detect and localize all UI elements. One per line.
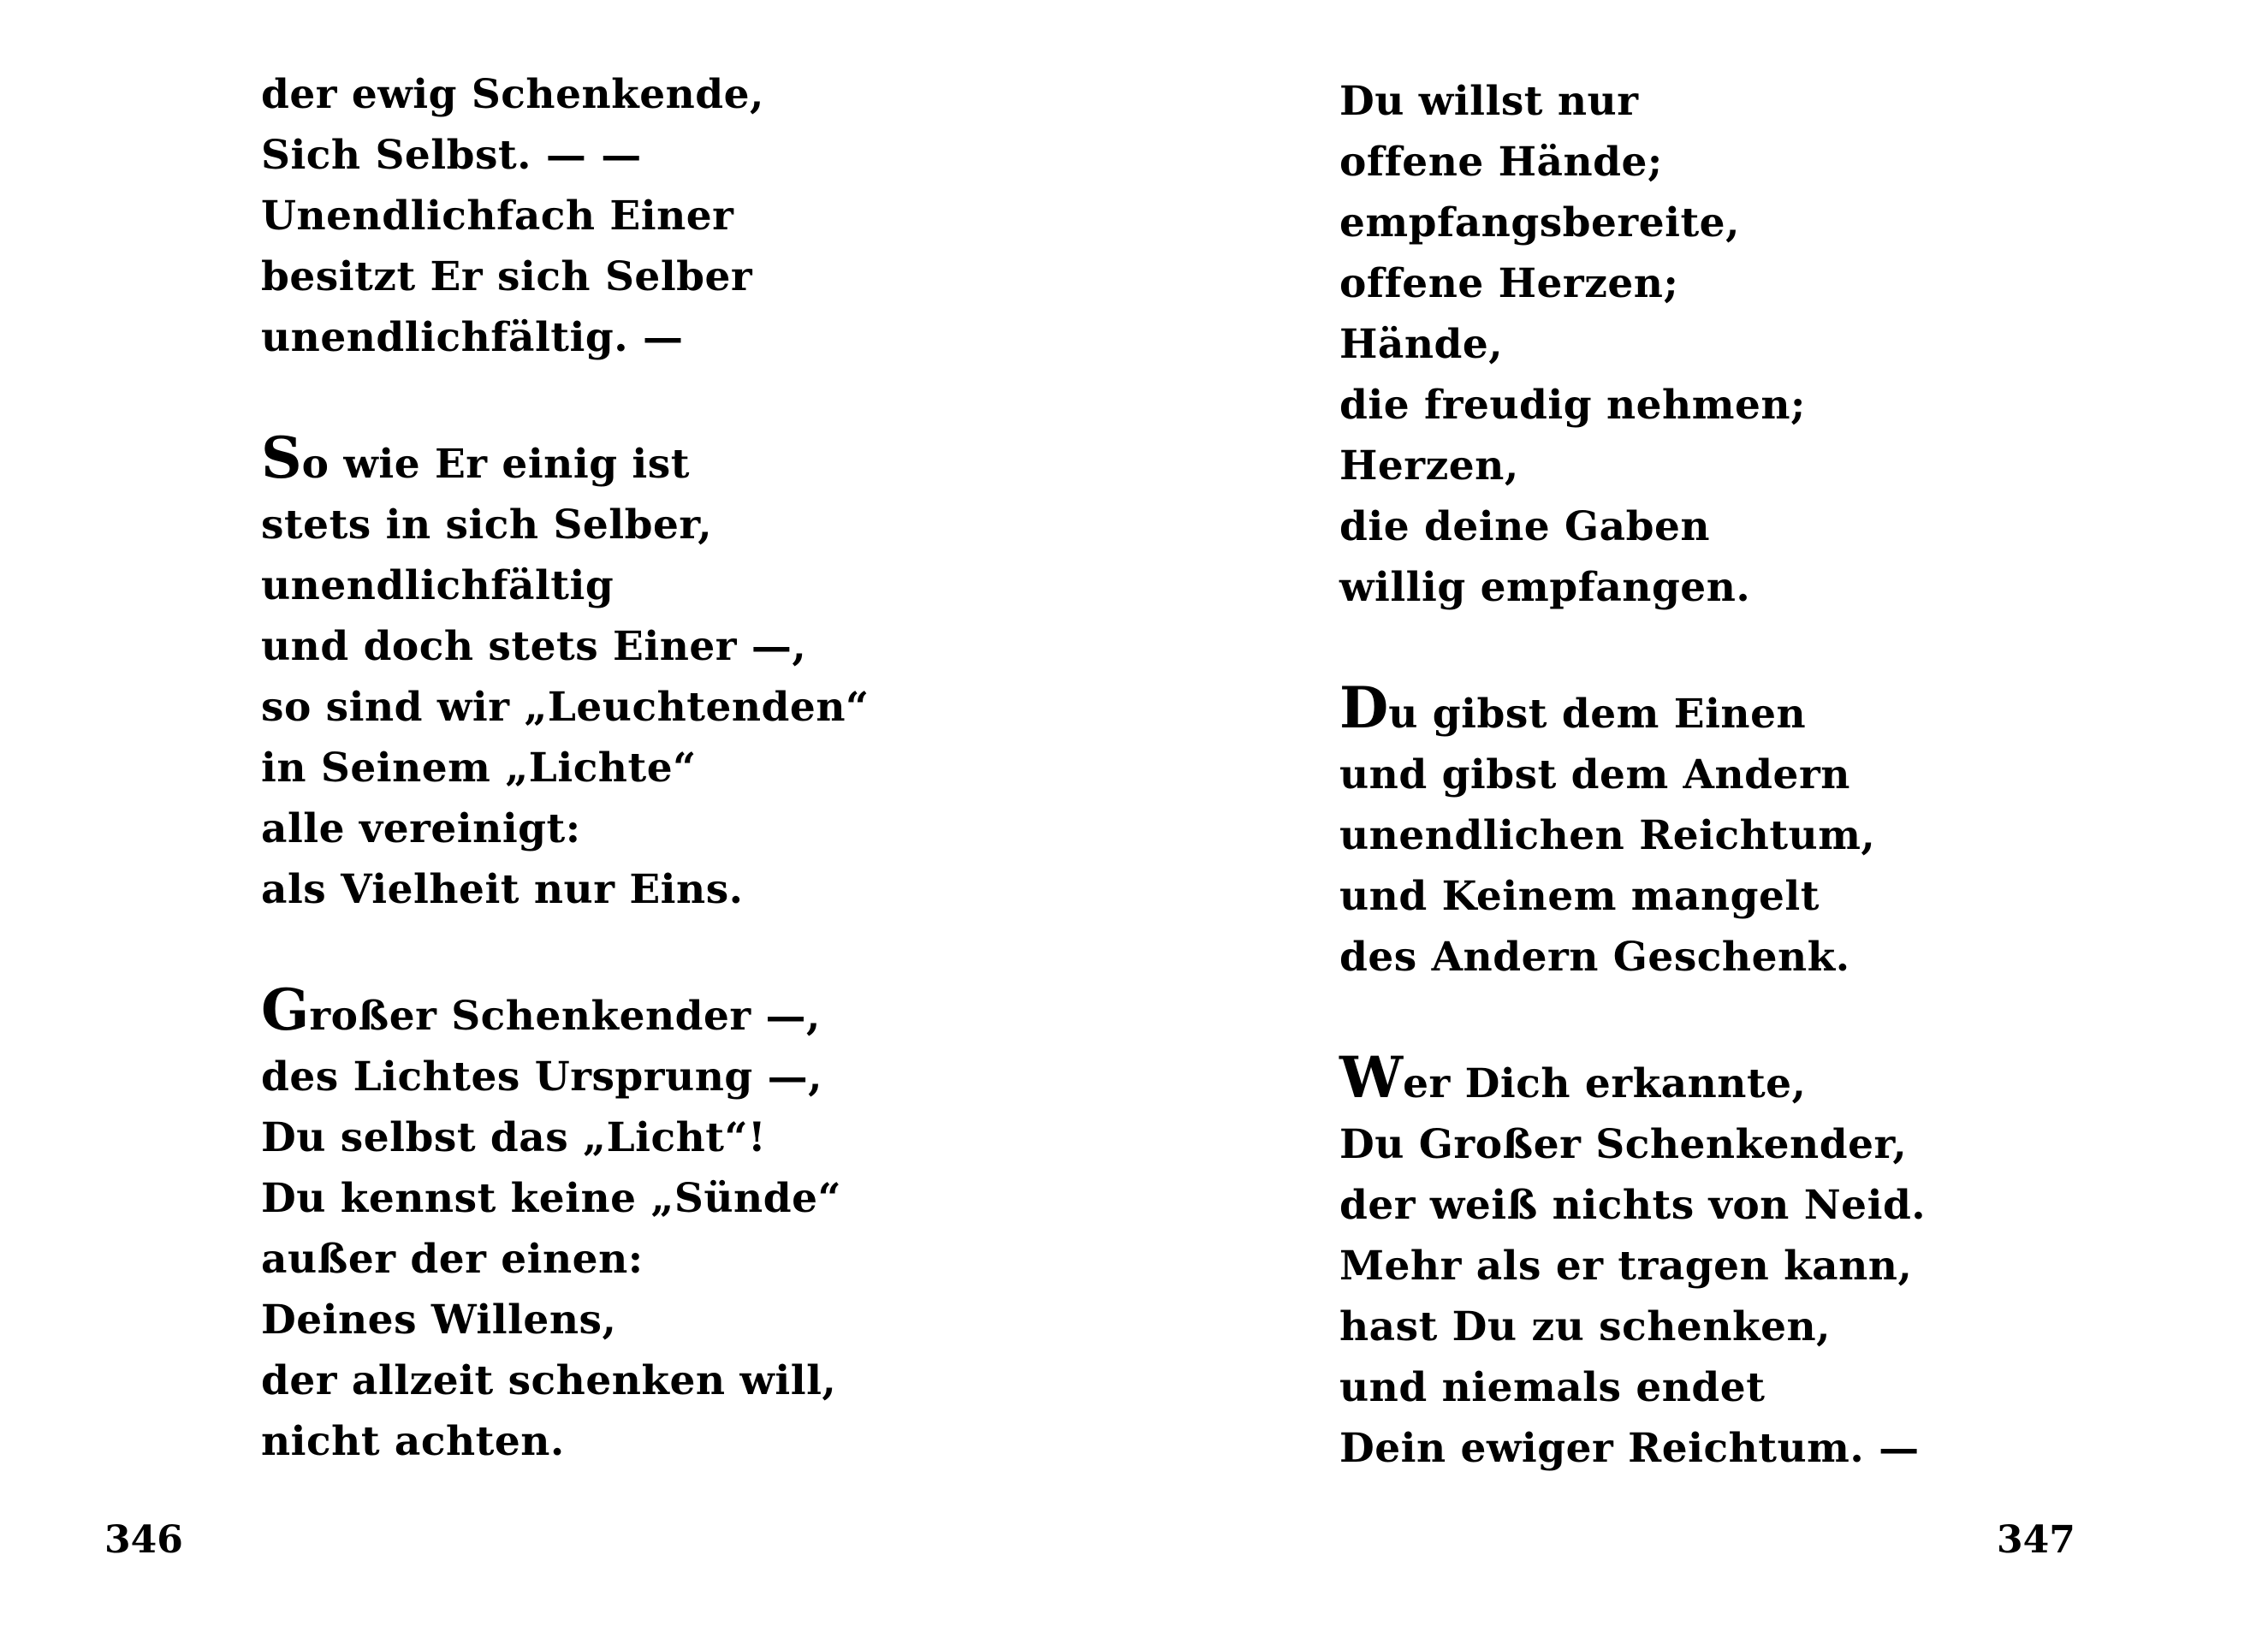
poem-line: und niemals endet	[1339, 1364, 1766, 1411]
poem-line: des Lichtes Ursprung —,	[261, 1053, 822, 1101]
stanza	[261, 64, 870, 368]
poem-line: und gibst dem Andern	[1339, 751, 1850, 798]
poem-line: unendlichen Reichtum,	[1339, 812, 1876, 859]
poem-line: unendlichfältig	[261, 562, 614, 609]
stanza	[1339, 1044, 1927, 1479]
page-number: 347	[1997, 1518, 2075, 1562]
poem-line-rest: roßer Schenkender —,	[309, 993, 821, 1040]
poem-line: und doch stets Einer —,	[261, 623, 807, 670]
poem-line: Dein ewiger Reichtum. —	[1339, 1425, 1920, 1472]
poem-line: Sich Selbst. — —	[261, 132, 642, 179]
stanza-initial: G	[261, 976, 310, 1043]
poem-line: alle vereinigt:	[261, 805, 581, 852]
poem-line: nicht achten.	[261, 1418, 565, 1465]
poem-line: unendlichfältig. —	[261, 314, 684, 361]
right-page	[1134, 0, 2268, 1626]
poem-line: so sind wir „Leuchtenden“	[261, 684, 870, 731]
poem-line	[261, 976, 870, 1047]
poem-line: Unendlichfach Einer	[261, 193, 734, 240]
poem-line-rest: o wie Er einig ist	[301, 441, 690, 488]
poem-line: der weiß nichts von Neid.	[1339, 1182, 1927, 1229]
poem-text-right	[1339, 71, 1926, 1479]
poem-line: die deine Gaben	[1339, 503, 1711, 550]
stanza-initial: W	[1339, 1044, 1404, 1111]
poem-line: Herzen,	[1339, 442, 1519, 490]
poem-line: der allzeit schenken will,	[261, 1357, 837, 1404]
poem-line: Du kennst keine „Sünde“	[261, 1175, 842, 1222]
poem-line: offene Hände;	[1339, 139, 1663, 186]
poem-line: außer der einen:	[261, 1236, 644, 1283]
poem-line-rest: u gibst dem Einen	[1388, 691, 1807, 738]
poem-line	[1339, 674, 1926, 745]
poem-line	[261, 424, 870, 495]
poem-line: willig empfangen.	[1339, 564, 1751, 611]
poem-line	[1339, 1044, 1926, 1114]
poem-line: Hände,	[1339, 321, 1504, 368]
poem-line: des Andern Geschenk.	[1339, 934, 1850, 981]
poem-line: als Vielheit nur Eins.	[261, 866, 744, 913]
poem-line-rest: er Dich erkannte,	[1403, 1060, 1807, 1107]
page-number: 346	[104, 1518, 183, 1562]
stanza-initial: S	[261, 424, 302, 491]
poem-line: Deines Willens,	[261, 1297, 617, 1344]
poem-line: hast Du zu schenken,	[1339, 1303, 1831, 1350]
poem-line: die freudig nehmen;	[1339, 382, 1806, 429]
poem-line: Du willst nur	[1339, 78, 1639, 125]
stanza	[261, 424, 870, 920]
poem-line: Mehr als er tragen kann,	[1339, 1243, 1913, 1290]
poem-line: und Keinem mangelt	[1339, 873, 1820, 920]
stanza	[261, 976, 870, 1472]
poem-line: Du Großer Schenkender,	[1339, 1121, 1908, 1168]
stanza	[1339, 71, 1926, 618]
poem-line: der ewig Schenkende,	[261, 71, 764, 118]
poem-line: stets in sich Selber,	[261, 501, 713, 549]
poem-line: empfangsbereite,	[1339, 199, 1740, 246]
poem-text-left	[261, 64, 870, 1472]
poem-line: offene Herzen;	[1339, 260, 1679, 307]
poem-line: besitzt Er sich Selber	[261, 253, 753, 300]
poem-line: in Seinem „Lichte“	[261, 745, 697, 792]
poem-line: Du selbst das „Licht“!	[261, 1114, 767, 1161]
stanza-initial: D	[1339, 674, 1389, 741]
stanza	[1339, 674, 1926, 988]
